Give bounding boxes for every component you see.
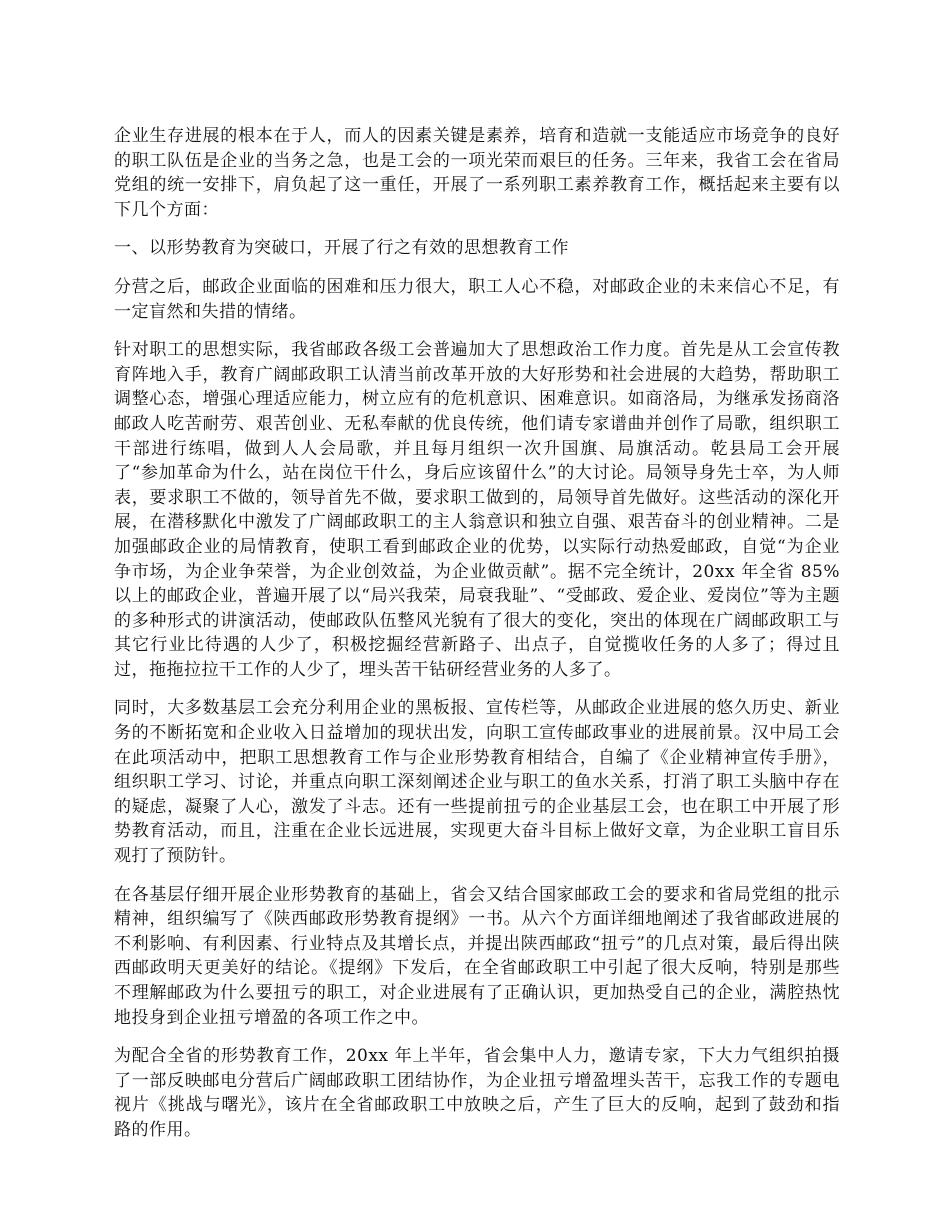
paragraph-outline: 在各基层仔细开展企业形势教育的基础上，省会又结合国家邮政工会的要求和省局党组的批示精神，组织编写了《陕西邮政形势教育提纲》一书。从六个方面详细地阐述了我省邮政进展的不利影响、有利因素、行业特点及其增长点，并提出陕西邮政“扭亏”的几点对策，最后得出陕西邮政明天更美好的结论。《提纲》下发后，在全省邮政职工中引起了很大反响，特别是那些不理解邮政为什么要扭亏的职工，对企业进展有了正确认识，更加热受自己的企业，满腔热忱地投身到企业扭亏增盈的各项工作之中。 xyxy=(114,884,840,1028)
document-body xyxy=(114,124,840,1157)
paragraph-grassroots: 同时，大多数基层工会充分利用企业的黑板报、宣传栏等，从邮政企业进展的悠久历史、新业务的不断拓宽和企业收入日益增加的现状出发，向职工宣传邮政事业的进展前景。汉中局工会在此项活动中，把职工思想教育工作与企业形势教育相结合，自编了《企业精神宣传手册》，组织职工学习、讨论，并重点向职工深刻阐述企业与职工的鱼水关系，打消了职工头脑中存在的疑虑，凝聚了人心，激发了斗志。还有一些提前扭亏的企业基层工会，也在职工中开展了形势教育活动，而且，注重在企业长远进展，实现更大奋斗目标上做好文章，为企业职工盲目乐观打了预防针。 xyxy=(114,698,840,867)
paragraph-background: 分营之后，邮政企业面临的困难和压力很大，职工人心不稳，对邮政企业的未来信心不足，有一定盲然和失措的情绪。 xyxy=(114,276,840,322)
section-heading: 一、以形势教育为突破口，开展了行之有效的思想教育工作 xyxy=(114,238,569,259)
paragraph-measures: 针对职工的思想实际，我省邮政各级工会普遍加大了思想政治工作力度。首先是从工会宣传教育阵地入手，教育广阔邮政职工认清当前改革开放的大好形势和社会进展的大趋势，帮助职工调整心态，增强心理适应能力，树立应有的危机意识、困难意识。如商洛局，为继承发扬商洛邮政人吃苦耐劳、艰苦创业、无私奉献的优良传统，他们请专家谱曲并创作了局歌，组织职工干部进行练唱，做到人人会局歌，并且每月组织一次升国旗、局旗活动。乾县局工会开展了“参加革命为什么，站在岗位干什么，身后应该留什么”的大讨论。局领导身先士卒，为人师表，要求职工不做的，领导首先不做，要求职工做到的，局领导首先做好。这些活动的深化开展，在潜移默化中激发了广阔邮政职工的主人翁意识和独立自强、艰苦奋斗的创业精神。二是加强邮政企业的局情教育，使职工看到邮政企业的优势，以实际行动热爱邮政，自觉“为企业争市场，为企业争荣誉，为企业创效益，为企业做贡献”。据不完全统计，20xx 年全省 85%以上的邮政企业，普遍开展了以“局兴我荣，局衰我耻”、“受邮政、爱企业、爱岗位”等为主题的多种形式的讲演活动，使邮政队伍整风光貌有了很大的变化，突出的体现在广阔邮政职工与其它行业比待遇的人少了，积极挖掘经营新路子、出点子，自觉揽收任务的人多了；得过且过，拖拖拉拉干工作的人少了，埋头苦干钻研经营业务的人多了。 xyxy=(114,340,840,680)
paragraph-film: 为配合全省的形势教育工作，20xx 年上半年，省会集中人力，邀请专家，下大力气组织拍摄了一部反映邮电分营后广阔邮政职工团结协作，为企业扭亏增盈埋头苦干，忘我工作的专题电视片《挑战与曙光》，该片在全省邮政职工中放映之后，产生了巨大的反响，起到了鼓劲和指路的作用。 xyxy=(114,1046,840,1140)
paragraph-intro: 企业生存进展的根本在于人，而人的因素关键是素养，培育和造就一支能适应市场竞争的良好的职工队伍是企业的当务之急，也是工会的一项光荣而艰巨的任务。三年来，我省工会在省局党组的统一安排下，肩负起了这一重任，开展了一系列职工素养教育工作，概括起来主要有以下几个方面： xyxy=(114,126,840,220)
